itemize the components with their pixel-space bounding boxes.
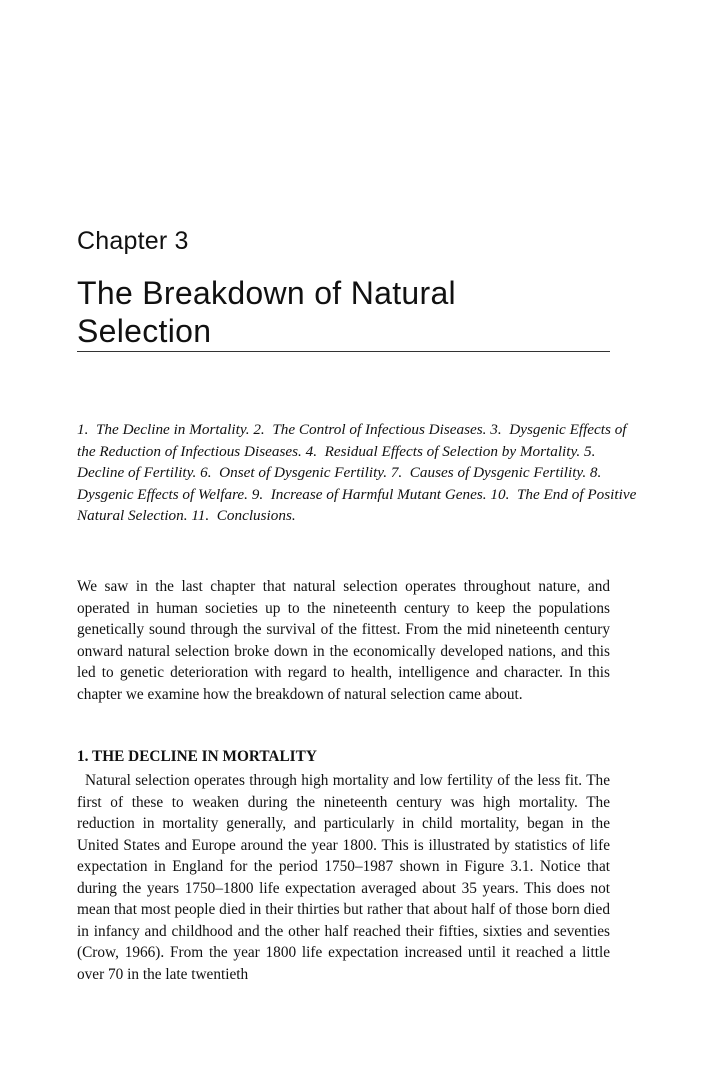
title-divider xyxy=(77,351,610,352)
contents-entry: 8. Dysgenic Effects of Welfare. xyxy=(77,464,609,503)
section-body-paragraph: Natural selection operates through high mortality and low fertility of the less fit. The first of these to weaken during the nineteenth century was high mortality. The reduction in mortality generally, and particularly in child mortality, began in the United States and Europe around the year 1800. This is illustrated by statistics of life expectation in England for the period 1750–1987 shown in Figure 3.1. Notice that during the years 1750–1800 life expectation averaged about 35 years. This does not mean that most people died in their thirties but rather that about half of those born died in infancy and childhood and the other half reached their fifties, sixties and seventies (Crow, 1966). From the year 1800 life expectation increased until it reached a little over 70 in the late twentieth xyxy=(77,772,610,983)
section-heading: 1. THE DECLINE IN MORTALITY xyxy=(77,748,317,765)
chapter-contents xyxy=(77,419,641,527)
contents-entry: 10. The End of Positive Natural Selection. xyxy=(77,485,641,524)
contents-entry: 4. Residual Effects of Selection by Mortality. xyxy=(305,442,581,460)
contents-entry: 2. The Control of Infectious Diseases. xyxy=(253,421,487,438)
chapter-title-line-1: The Breakdown of Natural xyxy=(77,275,456,311)
contents-entry: 7. Causes of Dysgenic Fertility. xyxy=(390,464,587,481)
contents-entry: 6. Onset of Dysgenic Fertility. xyxy=(200,464,388,481)
chapter-label: Chapter 3 xyxy=(77,227,189,255)
contents-entry: 5. Decline of Fertility. xyxy=(77,442,603,481)
contents-entry: 3. Dysgenic Effects of the Reduction of Infectious Diseases. xyxy=(77,421,631,460)
contents-entry: 11. Conclusions. xyxy=(191,507,296,524)
chapter-title xyxy=(77,274,637,350)
contents-entry: 9. Increase of Harmful Mutant Genes. xyxy=(251,485,487,503)
contents-entry: 1. The Decline in Mortality. xyxy=(77,421,250,438)
chapter-title-line-2: Selection xyxy=(77,313,212,349)
intro-paragraph: We saw in the last chapter that natural selection operates throughout nature, and operated in human societies up to the nineteenth century to keep the populations genetically sound through the survival of the fittest. From the mid nineteenth century onward natural selection broke down in the economically developed nations, and this led to genetic deterioration with regard to health, intelligence and character. In this chapter we examine how the breakdown of natural selection came about. xyxy=(77,578,610,703)
